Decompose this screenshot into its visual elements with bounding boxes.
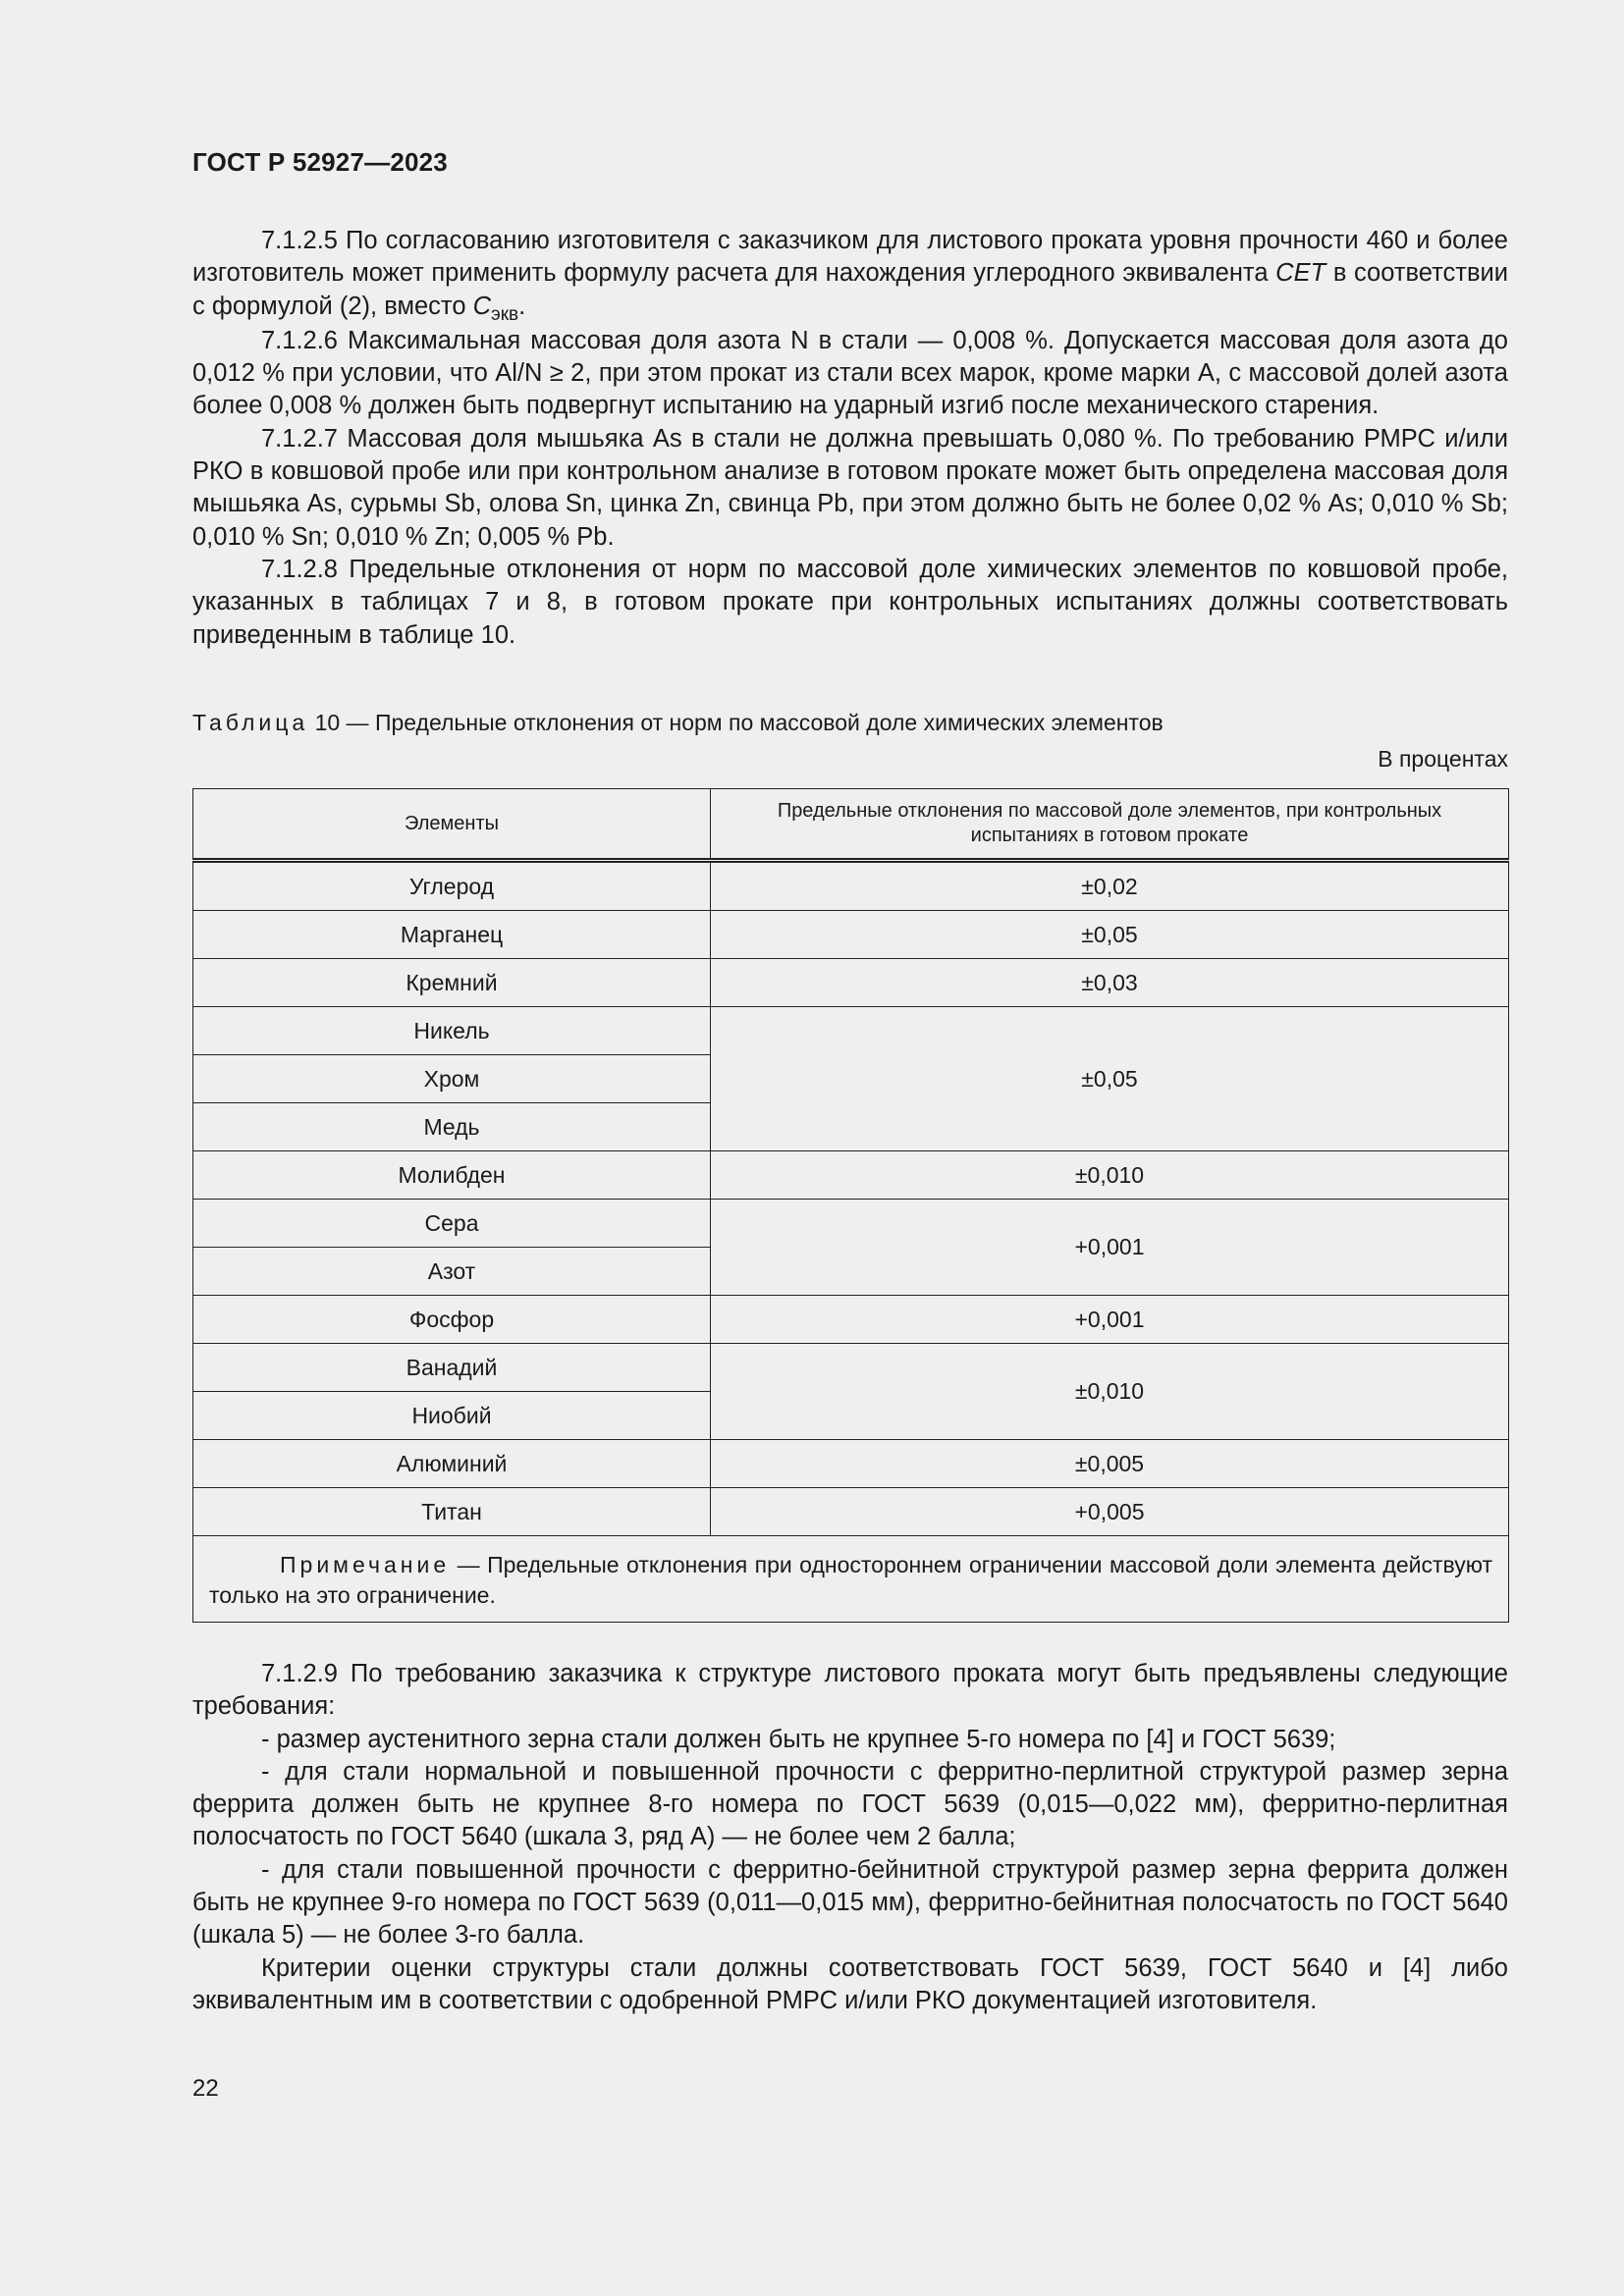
table-row	[193, 1440, 1509, 1488]
element-cell: Алюминий	[193, 1440, 711, 1488]
table-row	[193, 861, 1509, 911]
table-note-row	[193, 1536, 1509, 1623]
document-code-header: ГОСТ Р 52927—2023	[192, 147, 448, 177]
paragraph-7-1-2-9: 7.1.2.9 По требованию заказчика к структуре листового проката могут быть предъявлены следующие требования:	[192, 1660, 1508, 1721]
deviation-table	[192, 788, 1509, 1623]
element-cell: Фосфор	[193, 1296, 711, 1344]
note-label: Примечание	[280, 1551, 451, 1577]
element-cell: Сера	[193, 1200, 711, 1248]
list-item: - для стали нормальной и повышенной прочности с ферритно-перлитной структурой размер зерна феррита должен быть не крупнее 8-го номера по ГОСТ 5639 (0,015—0,022 мм), ферритно-перлитная полосчатость по ГОСТ 5640 (шкала 3, ряд А) — не более чем 2 балла;	[192, 1757, 1508, 1851]
element-cell: Медь	[193, 1103, 711, 1151]
text-block-bottom	[192, 1658, 1508, 2017]
deviation-cell: ±0,05	[711, 911, 1509, 959]
list-item: - размер аустенитного зерна стали должен быть не крупнее 5-го номера по [4] и ГОСТ 5639;	[261, 1725, 1336, 1753]
paragraph-7-1-2-5: 7.1.2.5 По согласованию изготовителя с заказчиком для листового проката уровня прочности 460 и более изготовитель может применить формулу расчета для нахождения углеродного эквивалента CET в соответствии с формулой (2), вместо $C_{экв}$.	[192, 227, 1508, 325]
deviation-cell: ±0,010	[711, 1151, 1509, 1200]
deviation-cell: +0,005	[711, 1488, 1509, 1536]
text-block-top	[192, 225, 1508, 652]
element-cell: Кремний	[193, 959, 711, 1007]
paragraph-7-1-2-6: 7.1.2.6 Максимальная массовая доля азота N в стали — 0,008 %. Допускается массовая доля азота до 0,012 % при условии, что Al/N ≥ 2, при этом прокат из стали всех марок, кроме марки А, с массовой долей азота более 0,008 % должен быть подвергнут испытанию на ударный изгиб после механического старения.	[192, 326, 1508, 420]
element-cell: Никель	[193, 1007, 711, 1055]
table-note	[193, 1536, 1509, 1623]
element-cell: Хром	[193, 1055, 711, 1103]
table-row	[193, 1151, 1509, 1200]
element-cell: Ниобий	[193, 1392, 711, 1440]
element-cell: Азот	[193, 1248, 711, 1296]
column-header-elements: Элементы	[193, 789, 711, 861]
element-cell: Марганец	[193, 911, 711, 959]
table-units: В процентах	[1378, 746, 1508, 772]
table-row	[193, 959, 1509, 1007]
paragraph-criteria: Критерии оценки структуры стали должны соответствовать ГОСТ 5639, ГОСТ 5640 и [4] либо эквивалентным им в соответствии с одобренной РМРС и/или РКО документацией изготовителя.	[192, 1953, 1508, 2014]
table-row	[193, 1344, 1509, 1392]
table-row	[193, 1200, 1509, 1248]
table-caption-text: 10 — Предельные отклонения от норм по массовой доле химических элементов	[308, 710, 1164, 735]
deviation-cell: +0,001	[711, 1296, 1509, 1344]
page-number: 22	[192, 2075, 219, 2102]
table-header-row	[193, 789, 1509, 861]
carbon-equivalent-symbol: C	[472, 292, 492, 320]
paragraph-7-1-2-8: 7.1.2.8 Предельные отклонения от норм по массовой доле химических элементов по ковшовой пробе, указанных в таблицах 7 и 8, в готовом прокате при контрольных испытаниях должны соответствовать приведенным в таблице 10.	[192, 555, 1508, 649]
table-row	[193, 1296, 1509, 1344]
element-cell: Углерод	[193, 861, 711, 911]
table-row	[193, 1488, 1509, 1536]
list-item: - для стали повышенной прочности с ферритно-бейнитной структурой размер зерна феррита должен быть не крупнее 9-го номера по ГОСТ 5639 (0,011—0,015 мм), ферритно-бейнитная полосчатость по ГОСТ 5640 (шкала 5) — не более 3-го балла.	[192, 1855, 1508, 1949]
deviation-cell: ±0,010	[711, 1344, 1509, 1440]
paragraph-7-1-2-7: 7.1.2.7 Массовая доля мышьяка As в стали не должна превышать 0,080 %. По требованию РМРС и/или РКО в ковшовой пробе или при контрольном анализе в готовом прокате может быть определена массовая доля мышьяка As, сурьмы Sb, олова Sn, цинка Zn, свинца Pb, при этом должно быть не более 0,02 % As; 0,010 % Sb; 0,010 % Sn; 0,010 % Zn; 0,005 % Pb.	[192, 424, 1508, 551]
cet-formula-name: CET	[1275, 259, 1326, 288]
table-row	[193, 911, 1509, 959]
column-header-deviations: Предельные отклонения по массовой доле элементов, при контрольных испытаниях в готовом прокате	[711, 789, 1509, 861]
deviation-cell: +0,001	[711, 1200, 1509, 1296]
table-caption-label: Таблица	[192, 710, 309, 735]
element-cell: Титан	[193, 1488, 711, 1536]
deviation-cell: ±0,02	[711, 861, 1509, 911]
element-cell: Молибден	[193, 1151, 711, 1200]
table-caption	[192, 708, 1164, 737]
table-row	[193, 1007, 1509, 1055]
deviation-cell: ±0,05	[711, 1007, 1509, 1151]
note-text: — Предельные отклонения при одностороннем ограничении массовой доли элемента действуют только на это ограничение.	[209, 1551, 1492, 1608]
deviation-cell: ±0,03	[711, 959, 1509, 1007]
carbon-equivalent-subscript: экв	[491, 303, 519, 325]
deviation-cell: ±0,005	[711, 1440, 1509, 1488]
element-cell: Ванадий	[193, 1344, 711, 1392]
